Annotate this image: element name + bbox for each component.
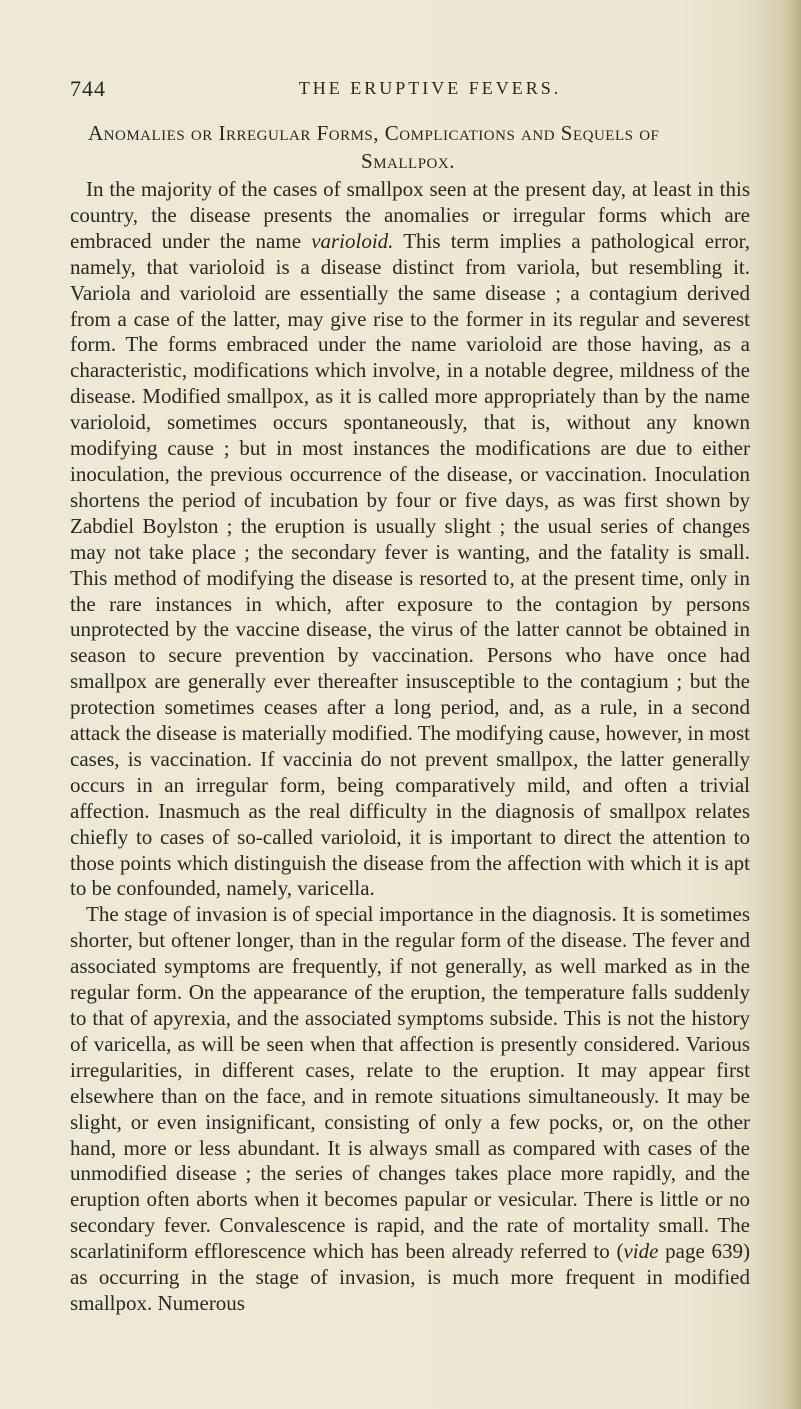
paragraph-2-text-b: page 639) as occurring in the stage of invasion, is much more frequent in modified smallpox. Numerous (70, 1239, 750, 1315)
running-head: THE ERUPTIVE FEVERS. (298, 78, 562, 98)
page-number: 744 (70, 76, 106, 101)
body-text (70, 177, 750, 1317)
section-title-line-2: Smallpox. (361, 149, 455, 173)
paragraph-1-text-a: In the majority of the cases of smallpox seen at the present day, at least in this country, the disease presents the anomalies or irregular forms which are embraced under the name (70, 177, 750, 253)
section-title (88, 119, 748, 175)
paragraph-2-italic: vide (623, 1239, 659, 1264)
paragraph-1-text-b: This term implies a pathological error, namely, that varioloid is a disease distinct from variola, but resembling it. Variola and varioloid are essentially the same disease ; a contagium derived from a case of the latter, may give rise to the former in its regular and severest form. The forms embraced under the name varioloid are those having, as a characteristic, modifications which involve, in a notable degree, mildness of the disease. Modified smallpox, as it is called more appropriately than by the name varioloid, sometimes occurs spontaneously, that is, without any known modifying cause ; but in most instances the modifications are due to either inoculation, the previous occurrence of the disease, or vaccination. Inoculation shortens the period of incubation by four or five days, as was first shown by Zabdiel Boylston ; the eruption is usually slight ; the usual series of changes may not take place ; the secondary fever is wanting, and the fatality is small. This method of modifying the disease is resorted to, at the present time, only in the rare instances in which, after exposure to the contagion by persons unprotected by the vaccine disease, the virus of the latter cannot be obtained in season to secure prevention by vaccination. Persons who have once had smallpox are generally ever thereafter insusceptible to the contagium ; but the protection sometimes ceases after a long period, and, as a rule, in a second attack the disease is materially modified. The modifying cause, however, in most cases, is vaccination. If vaccinia do not prevent smallpox, the latter generally occurs in an irregular form, being comparatively mild, and often a trivial affection. Inasmuch as the real difficulty in the diagnosis of smallpox relates chiefly to cases of so-called varioloid, it is important to direct the attention to those points which distinguish the disease from the affection with which it is apt to be confounded, namely, varicella. (70, 228, 750, 901)
paragraph-1-italic: varioloid. (311, 228, 394, 253)
paragraph-1 (70, 177, 750, 902)
paragraph-2 (70, 902, 750, 1317)
page-header (70, 76, 750, 104)
paragraph-2-text-a: The stage of invasion is of special importance in the diagnosis. It is sometimes shorter, but oftener longer, than in the regular form of the disease. The fever and associated symptoms are frequently, if not generally, as well marked as in the regular form. On the appearance of the eruption, the temperature falls suddenly to that of apyrexia, and the associated symptoms subside. This is not the history of varicella, as will be seen when that affection is presently considered. Various irregularities, in different cases, relate to the eruption. It may appear first elsewhere than on the face, and in remote situations simultaneously. It may be slight, or even insignificant, consisting of only a few pocks, or, on the other hand, more or less abundant. It is always small as compared with cases of the unmodified disease ; the series of changes takes place more rapidly, and the eruption often aborts when it becomes papular or vesicular. There is little or no secondary fever. Convalescence is rapid, and the rate of mortality small. The scarlatiniform efflorescence which has been already referred to ( (70, 902, 750, 1264)
section-title-line-1: Anomalies or Irregular Forms, Complications and Sequels of (88, 121, 660, 145)
page-edge-shadow (783, 0, 801, 1409)
